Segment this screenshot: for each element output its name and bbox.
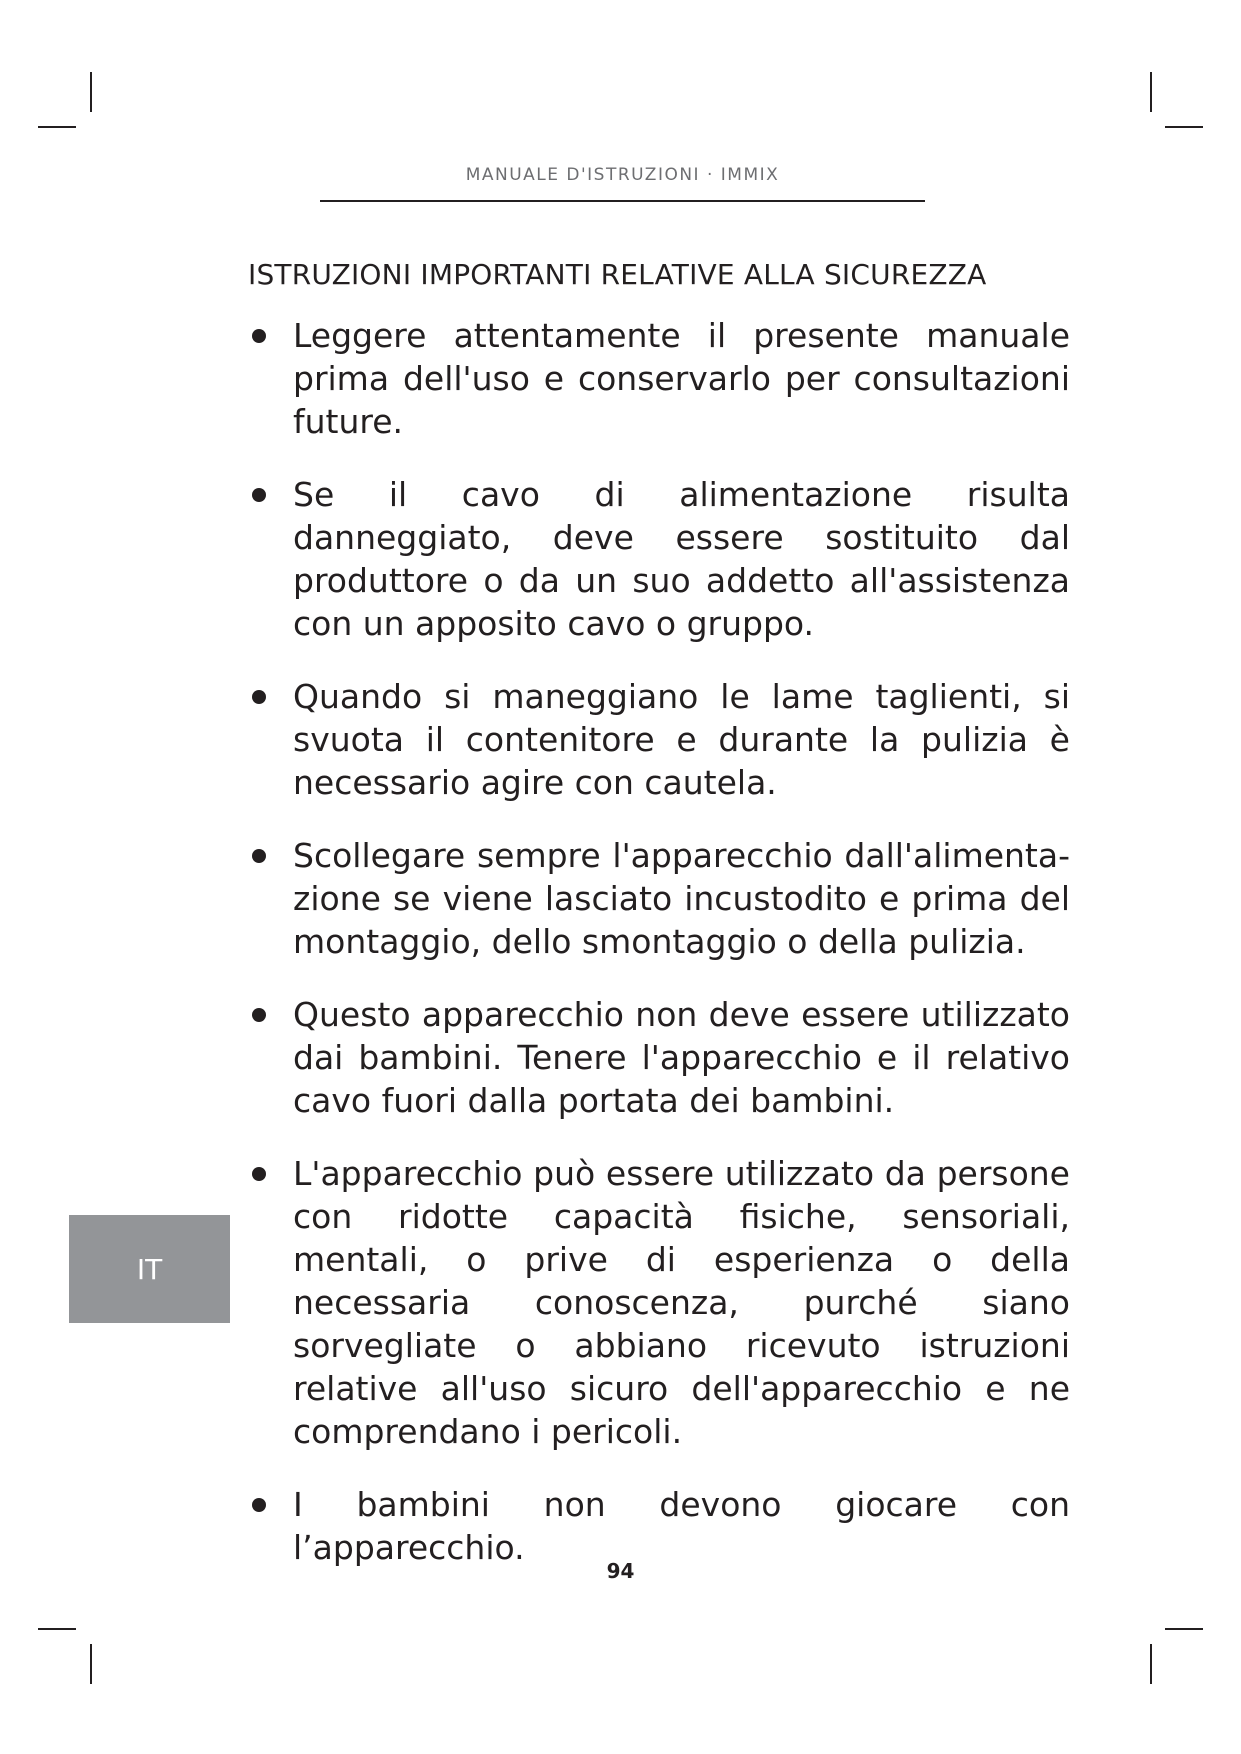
bullet-icon	[252, 1167, 266, 1181]
list-item-text: Questo apparecchio non deve essere utilizzato dai bambini. Tenere l'apparecchio e il relativo cavo fuori dalla portata dei bambini.	[293, 995, 1070, 1120]
list-item-text: I bambini non devono giocare con l’apparecchio.	[293, 1485, 1070, 1567]
crop-mark-bottom-right-horizontal	[1165, 1628, 1203, 1630]
list-item	[248, 834, 1070, 963]
section-title: ISTRUZIONI IMPORTANTI RELATIVE ALLA SICUREZZA	[248, 258, 987, 291]
header-divider	[320, 200, 925, 202]
bullet-icon	[252, 329, 266, 343]
list-item	[248, 1483, 1070, 1569]
list-item-text: L'apparecchio può essere utilizzato da persone con ridotte capacità fisiche, sensoriali, mentali, o prive di esperienza o della necessaria conoscenza, purché siano sorvegliate o abbiano ricevuto istruzioni relative all'uso sicuro dell'apparecchio e ne comprendano i pericoli.	[293, 1154, 1070, 1451]
crop-mark-bottom-left-horizontal	[38, 1628, 76, 1630]
bullet-icon	[252, 690, 266, 704]
crop-mark-top-right-vertical	[1150, 72, 1152, 112]
language-tab	[69, 1215, 230, 1323]
page-number: 94	[606, 1559, 635, 1583]
running-header: MANUALE D'ISTRUZIONI · IMMIX	[465, 165, 780, 185]
crop-mark-bottom-right-vertical	[1150, 1644, 1152, 1684]
crop-mark-top-left-vertical	[90, 72, 92, 112]
list-item	[248, 473, 1070, 645]
list-item-text: Quando si maneggiano le lame taglienti, si svuota il contenitore e durante la pulizia è necessario agire con cautela.	[293, 677, 1070, 802]
list-item-text: Scollegare sempre l'apparecchio dall'alimenta-zione se viene lasciato incustodito e prima del montaggio, dello smontaggio o della pulizia.	[293, 836, 1070, 961]
bullet-icon	[252, 849, 266, 863]
list-item	[248, 1152, 1070, 1453]
list-item-text: Leggere attentamente il presente manuale prima dell'uso e conservarlo per consultazioni future.	[293, 316, 1070, 441]
crop-mark-top-right-horizontal	[1165, 126, 1203, 128]
bullet-icon	[252, 1498, 266, 1512]
crop-mark-bottom-left-vertical	[90, 1644, 92, 1684]
list-item	[248, 675, 1070, 804]
safety-instructions-list	[248, 314, 1070, 1599]
list-item	[248, 993, 1070, 1122]
list-item	[248, 314, 1070, 443]
list-item-text: Se il cavo di alimentazione risulta danneggiato, deve essere sostituito dal produttore o da un suo addetto all'assistenza con un apposito cavo o gruppo.	[293, 475, 1070, 643]
language-code: IT	[136, 1252, 163, 1286]
crop-mark-top-left-horizontal	[38, 126, 76, 128]
bullet-icon	[252, 488, 266, 502]
bullet-icon	[252, 1008, 266, 1022]
